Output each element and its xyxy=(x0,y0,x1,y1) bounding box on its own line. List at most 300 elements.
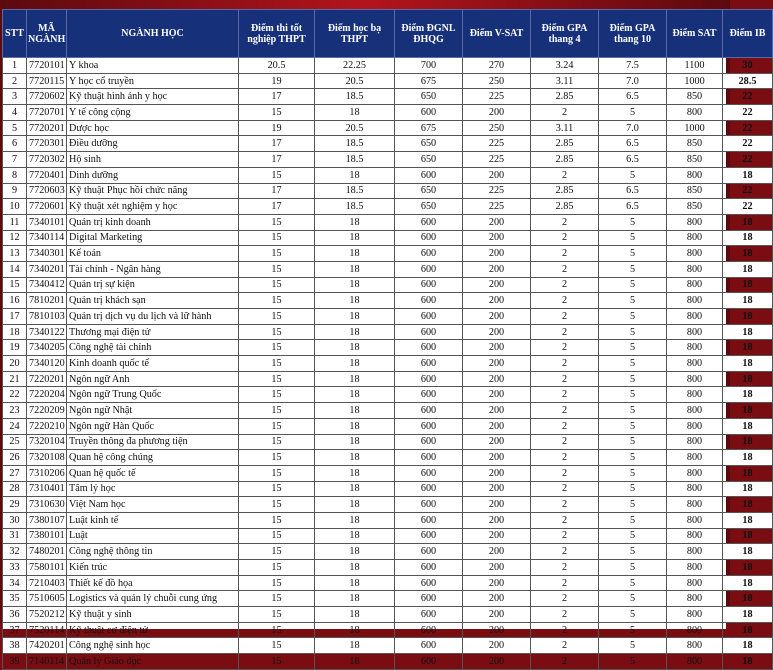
cell-gpa4: 2.85 xyxy=(531,152,599,168)
table-row xyxy=(3,575,773,591)
cell-sat: 800 xyxy=(667,293,723,309)
cell-sat: 1000 xyxy=(667,120,723,136)
cell-stt: 8 xyxy=(3,167,27,183)
cell-gpa10: 5 xyxy=(599,261,667,277)
cell-thpt: 15 xyxy=(239,544,315,560)
header-stt: STT xyxy=(3,10,27,58)
cell-sat: 800 xyxy=(667,607,723,623)
table-row xyxy=(3,544,773,560)
cell-ib: 22 xyxy=(723,120,773,136)
cell-thpt: 15 xyxy=(239,387,315,403)
table-row xyxy=(3,293,773,309)
table-row xyxy=(3,450,773,466)
table-row xyxy=(3,622,773,638)
cell-stt: 25 xyxy=(3,434,27,450)
cell-sat: 800 xyxy=(667,387,723,403)
cell-gpa4: 2 xyxy=(531,403,599,419)
cell-gpa4: 3.11 xyxy=(531,120,599,136)
cell-ib: 18 xyxy=(723,418,773,434)
cell-vsat: 200 xyxy=(463,544,531,560)
cell-code: 7510605 xyxy=(27,591,67,607)
table-row xyxy=(3,120,773,136)
cell-gpa10: 5 xyxy=(599,607,667,623)
header-sat: Điểm SAT xyxy=(667,10,723,58)
cell-name: Y tế công cộng xyxy=(67,105,239,121)
cell-name: Quản trị khách sạn xyxy=(67,293,239,309)
cell-thpt: 17 xyxy=(239,89,315,105)
cell-code: 7520114 xyxy=(27,622,67,638)
cell-name: Việt Nam học xyxy=(67,497,239,513)
cell-sat: 800 xyxy=(667,638,723,654)
cell-gpa10: 5 xyxy=(599,105,667,121)
cell-thpt: 15 xyxy=(239,591,315,607)
cell-code: 7720602 xyxy=(27,89,67,105)
cell-stt: 12 xyxy=(3,230,27,246)
cell-dgnl: 600 xyxy=(395,309,463,325)
cell-gpa4: 2 xyxy=(531,230,599,246)
header-thpt: Điểm thi tốt nghiệp THPT xyxy=(239,10,315,58)
cell-gpa10: 5 xyxy=(599,638,667,654)
cell-vsat: 200 xyxy=(463,105,531,121)
cell-ib: 18 xyxy=(723,450,773,466)
cell-gpa4: 2.85 xyxy=(531,183,599,199)
cell-gpa10: 5 xyxy=(599,481,667,497)
cell-thpt: 15 xyxy=(239,622,315,638)
cell-hocba: 20.5 xyxy=(315,73,395,89)
cell-name: Logistics và quản lý chuỗi cung ứng xyxy=(67,591,239,607)
cell-hocba: 18 xyxy=(315,387,395,403)
cell-ib: 18 xyxy=(723,591,773,607)
cell-hocba: 18 xyxy=(315,544,395,560)
cell-name: Dược học xyxy=(67,120,239,136)
cell-stt: 13 xyxy=(3,246,27,262)
cell-vsat: 200 xyxy=(463,214,531,230)
cell-gpa4: 2 xyxy=(531,356,599,372)
cell-thpt: 15 xyxy=(239,340,315,356)
cell-gpa4: 2.85 xyxy=(531,89,599,105)
table-body xyxy=(3,58,773,670)
cell-dgnl: 600 xyxy=(395,575,463,591)
table-row xyxy=(3,387,773,403)
cell-gpa10: 7.0 xyxy=(599,73,667,89)
cell-vsat: 200 xyxy=(463,246,531,262)
cell-thpt: 15 xyxy=(239,465,315,481)
cell-gpa4: 2 xyxy=(531,512,599,528)
header-ib: Điểm IB xyxy=(723,10,773,58)
cell-sat: 800 xyxy=(667,230,723,246)
cell-thpt: 15 xyxy=(239,528,315,544)
cell-code: 7340412 xyxy=(27,277,67,293)
cell-code: 7420201 xyxy=(27,638,67,654)
table-row xyxy=(3,371,773,387)
cell-ib: 18 xyxy=(723,214,773,230)
cell-hocba: 18.5 xyxy=(315,152,395,168)
cell-gpa10: 5 xyxy=(599,230,667,246)
cell-gpa4: 2 xyxy=(531,324,599,340)
cell-gpa4: 2.85 xyxy=(531,136,599,152)
cell-ib: 18 xyxy=(723,277,773,293)
cell-vsat: 200 xyxy=(463,403,531,419)
cell-stt: 2 xyxy=(3,73,27,89)
cell-gpa10: 5 xyxy=(599,340,667,356)
cell-sat: 1100 xyxy=(667,58,723,74)
cell-hocba: 18 xyxy=(315,230,395,246)
cell-stt: 22 xyxy=(3,387,27,403)
cell-thpt: 15 xyxy=(239,512,315,528)
cell-gpa10: 6.5 xyxy=(599,136,667,152)
cell-name: Luật xyxy=(67,528,239,544)
cell-thpt: 15 xyxy=(239,261,315,277)
cell-vsat: 200 xyxy=(463,497,531,513)
cell-dgnl: 600 xyxy=(395,230,463,246)
table-row xyxy=(3,214,773,230)
cell-gpa4: 2 xyxy=(531,450,599,466)
cell-gpa4: 2 xyxy=(531,214,599,230)
cell-thpt: 15 xyxy=(239,293,315,309)
cell-code: 7720301 xyxy=(27,136,67,152)
cell-code: 7720115 xyxy=(27,73,67,89)
cell-name: Quản trị kinh doanh xyxy=(67,214,239,230)
cell-thpt: 15 xyxy=(239,356,315,372)
cell-name: Quản trị sự kiện xyxy=(67,277,239,293)
cell-code: 7380101 xyxy=(27,528,67,544)
table-row xyxy=(3,638,773,654)
cell-code: 7810103 xyxy=(27,309,67,325)
cell-ib: 18 xyxy=(723,340,773,356)
cell-name: Thương mại điện tử xyxy=(67,324,239,340)
cell-code: 7340301 xyxy=(27,246,67,262)
cell-gpa4: 2 xyxy=(531,607,599,623)
cell-hocba: 18 xyxy=(315,481,395,497)
cell-ib: 18 xyxy=(723,371,773,387)
cell-hocba: 18.5 xyxy=(315,136,395,152)
cell-hocba: 18 xyxy=(315,654,395,670)
cell-hocba: 18 xyxy=(315,638,395,654)
table-row xyxy=(3,277,773,293)
cell-thpt: 17 xyxy=(239,183,315,199)
cell-sat: 800 xyxy=(667,371,723,387)
cell-code: 7220210 xyxy=(27,418,67,434)
cell-name: Y khoa xyxy=(67,58,239,74)
cell-dgnl: 600 xyxy=(395,418,463,434)
cell-gpa4: 2 xyxy=(531,591,599,607)
cell-ib: 18 xyxy=(723,575,773,591)
cell-vsat: 225 xyxy=(463,183,531,199)
cell-dgnl: 600 xyxy=(395,622,463,638)
cell-hocba: 18 xyxy=(315,465,395,481)
cell-gpa4: 3.24 xyxy=(531,58,599,74)
cell-vsat: 200 xyxy=(463,356,531,372)
cell-sat: 800 xyxy=(667,434,723,450)
table-row xyxy=(3,230,773,246)
cell-thpt: 15 xyxy=(239,230,315,246)
cell-dgnl: 700 xyxy=(395,58,463,74)
admission-score-table-sheet xyxy=(2,9,766,667)
cell-dgnl: 600 xyxy=(395,371,463,387)
cell-code: 7380107 xyxy=(27,512,67,528)
header-gpa10: Điểm GPA thang 10 xyxy=(599,10,667,58)
cell-code: 7720302 xyxy=(27,152,67,168)
cell-gpa10: 5 xyxy=(599,324,667,340)
cell-dgnl: 600 xyxy=(395,654,463,670)
cell-code: 7720603 xyxy=(27,183,67,199)
cell-gpa10: 5 xyxy=(599,277,667,293)
cell-gpa10: 5 xyxy=(599,544,667,560)
cell-dgnl: 600 xyxy=(395,560,463,576)
table-row xyxy=(3,512,773,528)
cell-vsat: 225 xyxy=(463,152,531,168)
cell-dgnl: 600 xyxy=(395,293,463,309)
cell-thpt: 15 xyxy=(239,418,315,434)
cell-dgnl: 600 xyxy=(395,277,463,293)
cell-vsat: 225 xyxy=(463,136,531,152)
cell-thpt: 17 xyxy=(239,199,315,215)
cell-thpt: 15 xyxy=(239,575,315,591)
table-header-row xyxy=(3,10,773,58)
cell-vsat: 250 xyxy=(463,120,531,136)
cell-ib: 22 xyxy=(723,183,773,199)
cell-hocba: 18 xyxy=(315,497,395,513)
cell-hocba: 18 xyxy=(315,277,395,293)
cell-name: Ngôn ngữ Trung Quốc xyxy=(67,387,239,403)
cell-code: 7480201 xyxy=(27,544,67,560)
header-name: NGÀNH HỌC xyxy=(67,10,239,58)
cell-name: Kỹ thuật y sinh xyxy=(67,607,239,623)
cell-dgnl: 600 xyxy=(395,214,463,230)
table-row xyxy=(3,261,773,277)
cell-dgnl: 600 xyxy=(395,105,463,121)
cell-code: 7340101 xyxy=(27,214,67,230)
cell-ib: 18 xyxy=(723,356,773,372)
cell-name: Ngôn ngữ Nhật xyxy=(67,403,239,419)
cell-thpt: 15 xyxy=(239,450,315,466)
cell-hocba: 20.5 xyxy=(315,120,395,136)
cell-gpa4: 2 xyxy=(531,528,599,544)
cell-dgnl: 600 xyxy=(395,403,463,419)
cell-sat: 800 xyxy=(667,356,723,372)
cell-thpt: 17 xyxy=(239,136,315,152)
cell-hocba: 18 xyxy=(315,214,395,230)
cell-name: Quản trị dịch vụ du lịch và lữ hành xyxy=(67,309,239,325)
cell-name: Ngôn ngữ Hàn Quốc xyxy=(67,418,239,434)
cell-ib: 18 xyxy=(723,387,773,403)
cell-hocba: 18.5 xyxy=(315,199,395,215)
cell-code: 7720401 xyxy=(27,167,67,183)
cell-stt: 10 xyxy=(3,199,27,215)
cell-name: Truyền thông đa phương tiện xyxy=(67,434,239,450)
cell-name: Hộ sinh xyxy=(67,152,239,168)
cell-sat: 800 xyxy=(667,450,723,466)
cell-stt: 37 xyxy=(3,622,27,638)
cell-stt: 3 xyxy=(3,89,27,105)
cell-code: 7720701 xyxy=(27,105,67,121)
table-row xyxy=(3,356,773,372)
cell-ib: 18 xyxy=(723,293,773,309)
cell-stt: 31 xyxy=(3,528,27,544)
cell-gpa4: 2 xyxy=(531,105,599,121)
table-row xyxy=(3,136,773,152)
cell-vsat: 200 xyxy=(463,654,531,670)
cell-vsat: 200 xyxy=(463,418,531,434)
cell-sat: 800 xyxy=(667,105,723,121)
cell-name: Luật kinh tế xyxy=(67,512,239,528)
cell-gpa4: 2 xyxy=(531,575,599,591)
cell-gpa4: 2 xyxy=(531,434,599,450)
cell-gpa4: 2 xyxy=(531,293,599,309)
table-row xyxy=(3,324,773,340)
cell-gpa10: 5 xyxy=(599,528,667,544)
table-row xyxy=(3,58,773,74)
cell-vsat: 200 xyxy=(463,434,531,450)
cell-code: 7310401 xyxy=(27,481,67,497)
cell-hocba: 18.5 xyxy=(315,183,395,199)
cell-vsat: 200 xyxy=(463,560,531,576)
cell-sat: 800 xyxy=(667,497,723,513)
table-row xyxy=(3,152,773,168)
cell-gpa4: 2 xyxy=(531,246,599,262)
cell-stt: 27 xyxy=(3,465,27,481)
cell-stt: 19 xyxy=(3,340,27,356)
cell-gpa4: 2 xyxy=(531,481,599,497)
admission-score-table xyxy=(2,9,773,670)
cell-gpa10: 5 xyxy=(599,214,667,230)
cell-sat: 850 xyxy=(667,89,723,105)
cell-thpt: 15 xyxy=(239,403,315,419)
cell-sat: 800 xyxy=(667,622,723,638)
cell-gpa4: 2 xyxy=(531,465,599,481)
cell-gpa10: 6.5 xyxy=(599,152,667,168)
cell-stt: 14 xyxy=(3,261,27,277)
table-row xyxy=(3,199,773,215)
table-row xyxy=(3,560,773,576)
cell-dgnl: 600 xyxy=(395,591,463,607)
cell-thpt: 15 xyxy=(239,560,315,576)
cell-code: 7720201 xyxy=(27,120,67,136)
cell-gpa10: 5 xyxy=(599,654,667,670)
cell-code: 7210403 xyxy=(27,575,67,591)
cell-sat: 800 xyxy=(667,544,723,560)
table-row xyxy=(3,528,773,544)
cell-gpa10: 5 xyxy=(599,465,667,481)
cell-stt: 15 xyxy=(3,277,27,293)
cell-hocba: 18 xyxy=(315,356,395,372)
cell-hocba: 18 xyxy=(315,622,395,638)
cell-gpa10: 7.0 xyxy=(599,120,667,136)
table-row xyxy=(3,167,773,183)
cell-gpa4: 2 xyxy=(531,544,599,560)
table-row xyxy=(3,309,773,325)
cell-gpa10: 5 xyxy=(599,293,667,309)
cell-thpt: 15 xyxy=(239,481,315,497)
cell-ib: 18 xyxy=(723,465,773,481)
cell-vsat: 225 xyxy=(463,199,531,215)
cell-dgnl: 650 xyxy=(395,183,463,199)
cell-vsat: 200 xyxy=(463,167,531,183)
cell-ib: 18 xyxy=(723,434,773,450)
cell-dgnl: 650 xyxy=(395,199,463,215)
cell-hocba: 18 xyxy=(315,105,395,121)
cell-dgnl: 600 xyxy=(395,544,463,560)
header-dgnl: Điểm ĐGNL ĐHQG xyxy=(395,10,463,58)
cell-ib: 18 xyxy=(723,654,773,670)
table-row xyxy=(3,340,773,356)
cell-name: Kiến trúc xyxy=(67,560,239,576)
cell-thpt: 15 xyxy=(239,638,315,654)
cell-sat: 800 xyxy=(667,340,723,356)
cell-name: Digital Marketing xyxy=(67,230,239,246)
cell-dgnl: 650 xyxy=(395,89,463,105)
cell-thpt: 15 xyxy=(239,371,315,387)
cell-gpa10: 5 xyxy=(599,403,667,419)
cell-ib: 22 xyxy=(723,105,773,121)
cell-ib: 22 xyxy=(723,199,773,215)
table-row xyxy=(3,481,773,497)
cell-code: 7520212 xyxy=(27,607,67,623)
cell-vsat: 200 xyxy=(463,309,531,325)
cell-gpa10: 5 xyxy=(599,434,667,450)
cell-gpa10: 5 xyxy=(599,371,667,387)
header-gpa4: Điểm GPA thang 4 xyxy=(531,10,599,58)
cell-stt: 32 xyxy=(3,544,27,560)
table-row xyxy=(3,434,773,450)
cell-gpa10: 5 xyxy=(599,418,667,434)
cell-code: 7340201 xyxy=(27,261,67,277)
cell-sat: 850 xyxy=(667,152,723,168)
cell-dgnl: 600 xyxy=(395,246,463,262)
cell-sat: 800 xyxy=(667,309,723,325)
cell-stt: 34 xyxy=(3,575,27,591)
cell-ib: 18 xyxy=(723,512,773,528)
table-row xyxy=(3,418,773,434)
cell-gpa10: 5 xyxy=(599,167,667,183)
cell-gpa4: 2 xyxy=(531,340,599,356)
cell-thpt: 20.5 xyxy=(239,58,315,74)
cell-hocba: 18.5 xyxy=(315,89,395,105)
cell-thpt: 15 xyxy=(239,309,315,325)
cell-thpt: 15 xyxy=(239,324,315,340)
cell-gpa4: 2 xyxy=(531,418,599,434)
cell-vsat: 270 xyxy=(463,58,531,74)
cell-gpa10: 5 xyxy=(599,246,667,262)
cell-code: 7720601 xyxy=(27,199,67,215)
cell-stt: 18 xyxy=(3,324,27,340)
cell-hocba: 18 xyxy=(315,575,395,591)
cell-name: Quản lý Giáo dục xyxy=(67,654,239,670)
header-hocba: Điểm học bạ THPT xyxy=(315,10,395,58)
table-row xyxy=(3,497,773,513)
cell-hocba: 18 xyxy=(315,246,395,262)
cell-code: 7340114 xyxy=(27,230,67,246)
cell-code: 7320108 xyxy=(27,450,67,466)
cell-stt: 16 xyxy=(3,293,27,309)
cell-vsat: 200 xyxy=(463,261,531,277)
cell-dgnl: 600 xyxy=(395,387,463,403)
cell-hocba: 18 xyxy=(315,340,395,356)
cell-code: 7220209 xyxy=(27,403,67,419)
cell-sat: 850 xyxy=(667,183,723,199)
cell-code: 7340120 xyxy=(27,356,67,372)
cell-ib: 18 xyxy=(723,497,773,513)
header-vsat: Điểm V-SAT xyxy=(463,10,531,58)
cell-dgnl: 600 xyxy=(395,340,463,356)
cell-sat: 800 xyxy=(667,575,723,591)
cell-dgnl: 600 xyxy=(395,167,463,183)
cell-sat: 800 xyxy=(667,560,723,576)
cell-code: 7720101 xyxy=(27,58,67,74)
cell-stt: 30 xyxy=(3,512,27,528)
cell-name: Điều dưỡng xyxy=(67,136,239,152)
cell-dgnl: 600 xyxy=(395,497,463,513)
